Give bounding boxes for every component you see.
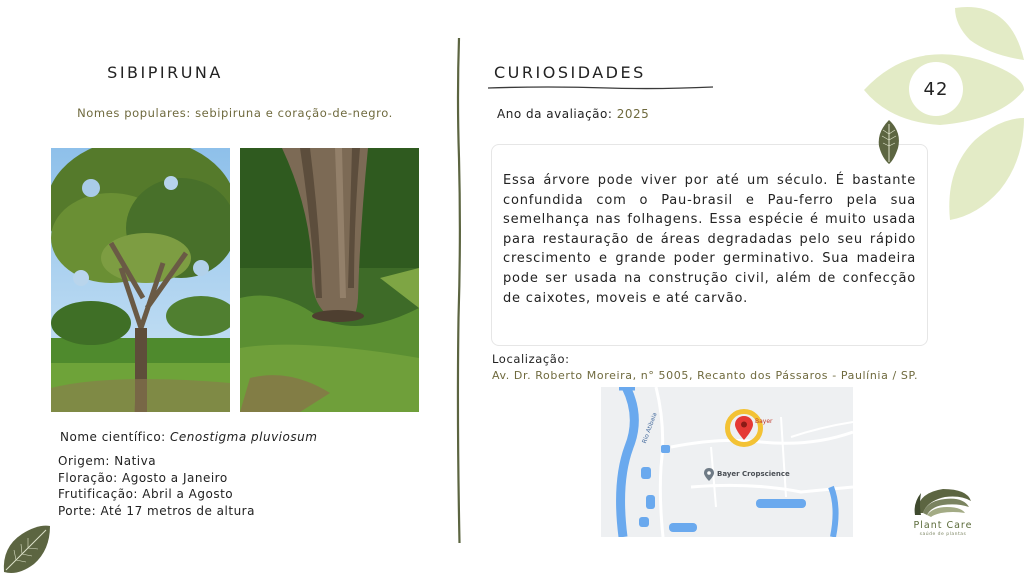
tree-photo [51, 148, 230, 412]
fact-size: Porte: Até 17 metros de altura [58, 503, 255, 518]
map-road-label: Rio Atibaia [641, 411, 659, 445]
logo-tagline: saúde de plantas [919, 532, 967, 537]
fact-origin: Origem: Nativa [58, 454, 157, 468]
evaluation-year [497, 107, 649, 121]
leaf-corner-icon [0, 522, 52, 576]
leaf-decoration-icon [860, 0, 1024, 230]
pin-label: Bayer [755, 418, 773, 425]
year-label: Ano da avaliação: [497, 107, 617, 121]
column-divider [456, 38, 462, 543]
map-illustration [601, 387, 853, 537]
map-pin-icon[interactable] [735, 416, 753, 440]
fact-flowering: Floração: Agosto a Janeiro [58, 470, 228, 485]
leaf-icon [876, 120, 902, 164]
page-number: 42 [923, 79, 949, 100]
scientific-label: Nome científico: [60, 430, 171, 444]
fact-fruiting: Frutificação: Abril a Agosto [58, 487, 234, 501]
curiosities-text: Essa árvore pode viver por até um século. É bastante confundida com o Pau-brasil e Pau-ferro pela sua semelhança nas folhagens. Essa espécie é muito usada para restauração de áreas degradadas pelo seu rápido crescimento e grande poder germinativo. Sua madeira pode ser usada na construção civil, além de confecção de caixotes, moveis e até carvão. [503, 173, 916, 306]
map-place-label: Bayer Cropscience [717, 470, 790, 478]
species-title: SIBIPIRUNA [107, 63, 223, 82]
popular-names: Nomes populares: sebipiruna e coração-de-negro. [77, 106, 393, 120]
trunk-photo [240, 148, 419, 412]
scientific-name [60, 430, 317, 444]
location-dot-icon [704, 468, 714, 481]
location-label: Localização: [492, 352, 570, 366]
year-value: 2025 [616, 107, 650, 121]
title-underline [488, 84, 713, 92]
scientific-name-value: Cenostigma pluviosum [170, 430, 318, 444]
trunk-photo-illustration [240, 148, 419, 412]
location-map[interactable] [601, 387, 853, 537]
logo-name: Plant Care [913, 520, 973, 531]
facts-list [58, 453, 255, 519]
curiosities-title: CURIOSIDADES [494, 63, 646, 82]
location-address: Av. Dr. Roberto Moreira, n° 5005, Recanto dos Pássaros - Paulínia / SP. [492, 369, 919, 382]
tree-photo-illustration [51, 148, 230, 412]
